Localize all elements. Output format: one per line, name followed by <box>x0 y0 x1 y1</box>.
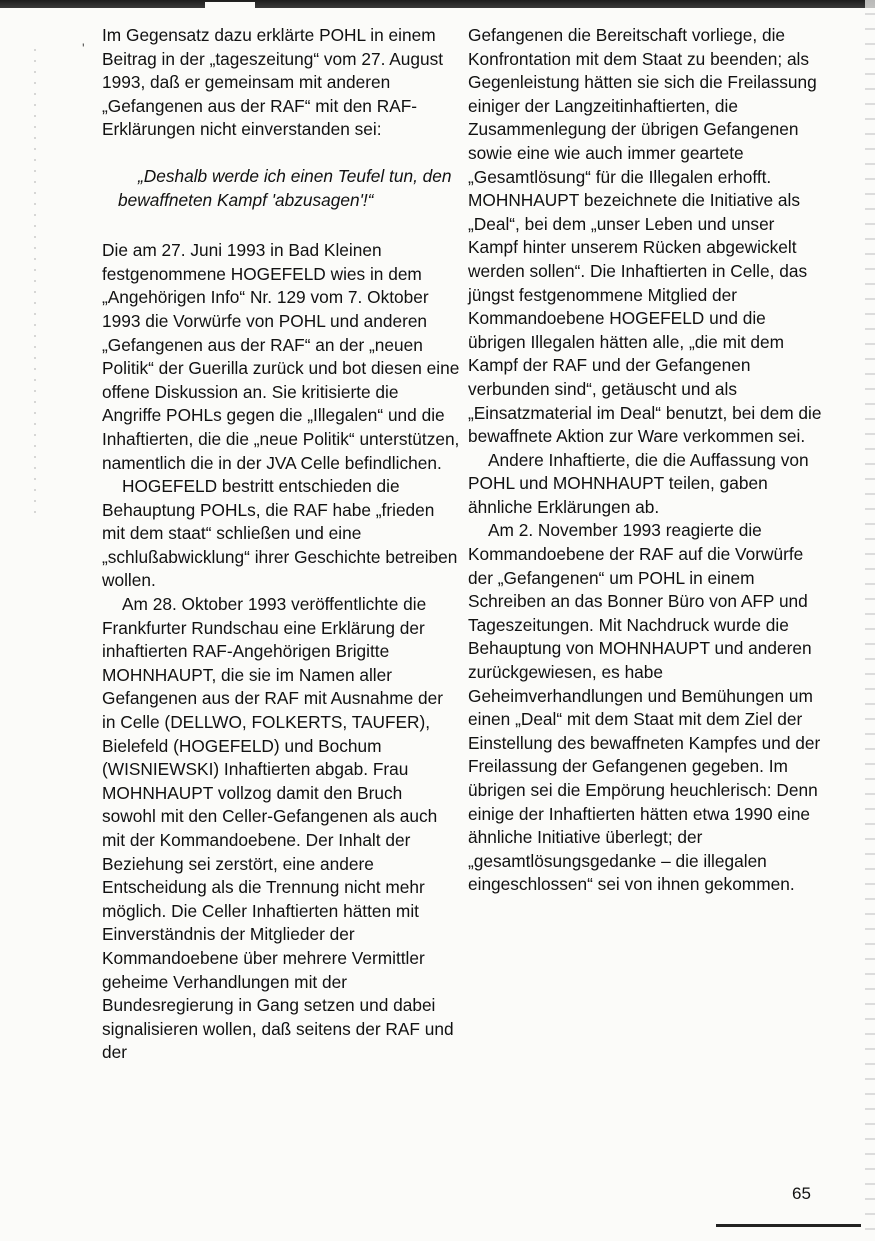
margin-mark-icon: ' <box>82 40 85 56</box>
left-paragraph-4: Am 28. Oktober 1993 veröffentlichte die Frankfurter Rundschau eine Erklärung der inhaftierten RAF-Angehörigen Brigitte MOHNHAUPT, die sie im Namen aller Gefangenen aus der RAF mit Ausnahme der in Celle (DELLWO, FOLKERTS, TAUFER), Bielefeld (HOGEFELD) und Bochum (WISNIEWSKI) Inhaftierten abgab. Frau MOHNHAUPT vollzog damit den Bruch sowohl mit den Celler-Gefangenen als auch mit der Kommandoebene. Der Inhalt der Beziehung sei zerstört, eine andere Entscheidung als die Trennung nicht mehr möglich. Die Celler Inhaftierten hätten mit Einverständnis der Mitglieder der Kommandoebene über mehrere Vermittler geheime Verhandlungen mit der Bundesregierung in Gang setzen und dabei signalisieren wollen, daß seitens der RAF und der <box>102 594 454 1063</box>
scan-edge-left <box>34 40 36 520</box>
right-paragraph-3: Am 2. November 1993 reagierte die Kommandoebene der RAF auf die Vorwürfe der „Gefangenen“ um POHL in einem Schreiben an das Bonner Büro von AFP und Tageszeitungen. Mit Nachdruck wurde die Behauptung von MOHNHAUPT und anderen zurückgewiesen, es habe Geheimverhandlungen und Bemühungen um einen „Deal“ mit dem Staat mit dem Ziel der Einstellung des bewaffneten Kampfes und der Freilassung der Gefangenen gegeben. Im übrigen sei die Empörung heuchlerisch: Denn einige der Inhaftierten hätten etwa 1990 eine ähnliche Initiative überlegt; der „gesamtlösungsgedanke – die illegalen eingeschlossen“ sei von ihnen gekommen. <box>468 520 821 895</box>
right-paragraph-2: Andere Inhaftierte, die die Auffassung von POHL und MOHNHAUPT teilen, gaben ähnliche Erklärungen ab. <box>468 449 809 517</box>
left-column <box>102 24 460 1065</box>
page-number: 65 <box>792 1184 811 1203</box>
left-paragraph-2: Die am 27. Juni 1993 in Bad Kleinen festgenommene HOGEFELD wies in dem „Angehörigen Info“ Nr. 129 vom 7. Oktober 1993 die Vorwürfe von POHL und anderen „Gefangenen aus der RAF“ an der „neuen Politik“ der Guerilla zurück und bot diesen eine offene Diskussion an. Sie kritisierte die Angriffe POHLs gegen die „Illegalen“ und die Inhaftierten, die die „neue Politik“ unterstützen, namentlich die in der JVA Celle befindlichen. <box>102 240 460 473</box>
top-scan-rule <box>0 0 875 8</box>
right-paragraph-1: Gefangenen die Bereitschaft vorliege, die Konfrontation mit dem Staat zu beenden; als Gegenleistung hätten sie sich die Freilassung einiger der Langzeitinhaftierten, die Zusammenlegung der übrigen Gefangenen sowie eine wie auch immer geartete „Gesamtlösung“ für die Illegalen erhofft. MOHNHAUPT bezeichnete die Initiative als „Deal“, bei dem „unser Leben und unser Kampf hinter unserem Rücken abgewickelt werden sollen“. Die Inhaftierten in Celle, das jüngst festgenommene Mitglied der Kommandoebene HOGEFELD und die übrigen Illegalen hätten alle, „die mit dem Kampf der RAF und der Gefangenen verbunden sind“, getäuscht und als „Einsatzmaterial im Deal“ benutzt, bei dem die bewaffnete Aktion zur Ware verkommen sei. <box>468 25 822 447</box>
scan-edge-right <box>865 0 875 1241</box>
block-quote: „Deshalb werde ich einen Teufel tun, den bewaffneten Kampf 'abzusagen'!“ <box>118 165 452 210</box>
left-paragraph-3: HOGEFELD bestritt entschieden die Behauptung POHLs, die RAF habe „frieden mit dem staat“ schließen und eine „schlußabwicklung“ ihrer Geschichte betreiben wollen. <box>102 476 458 591</box>
top-rule-gap <box>205 2 255 8</box>
bottom-scan-rule <box>716 1224 861 1227</box>
right-column <box>468 24 824 897</box>
left-paragraph-1: Im Gegensatz dazu erklärte POHL in einem Beitrag in der „tageszeitung“ vom 27. August 1993, daß er gemeinsam mit anderen „Gefangenen aus der RAF“ mit den RAF-Erklärungen nicht einverstanden sei: <box>102 25 444 140</box>
